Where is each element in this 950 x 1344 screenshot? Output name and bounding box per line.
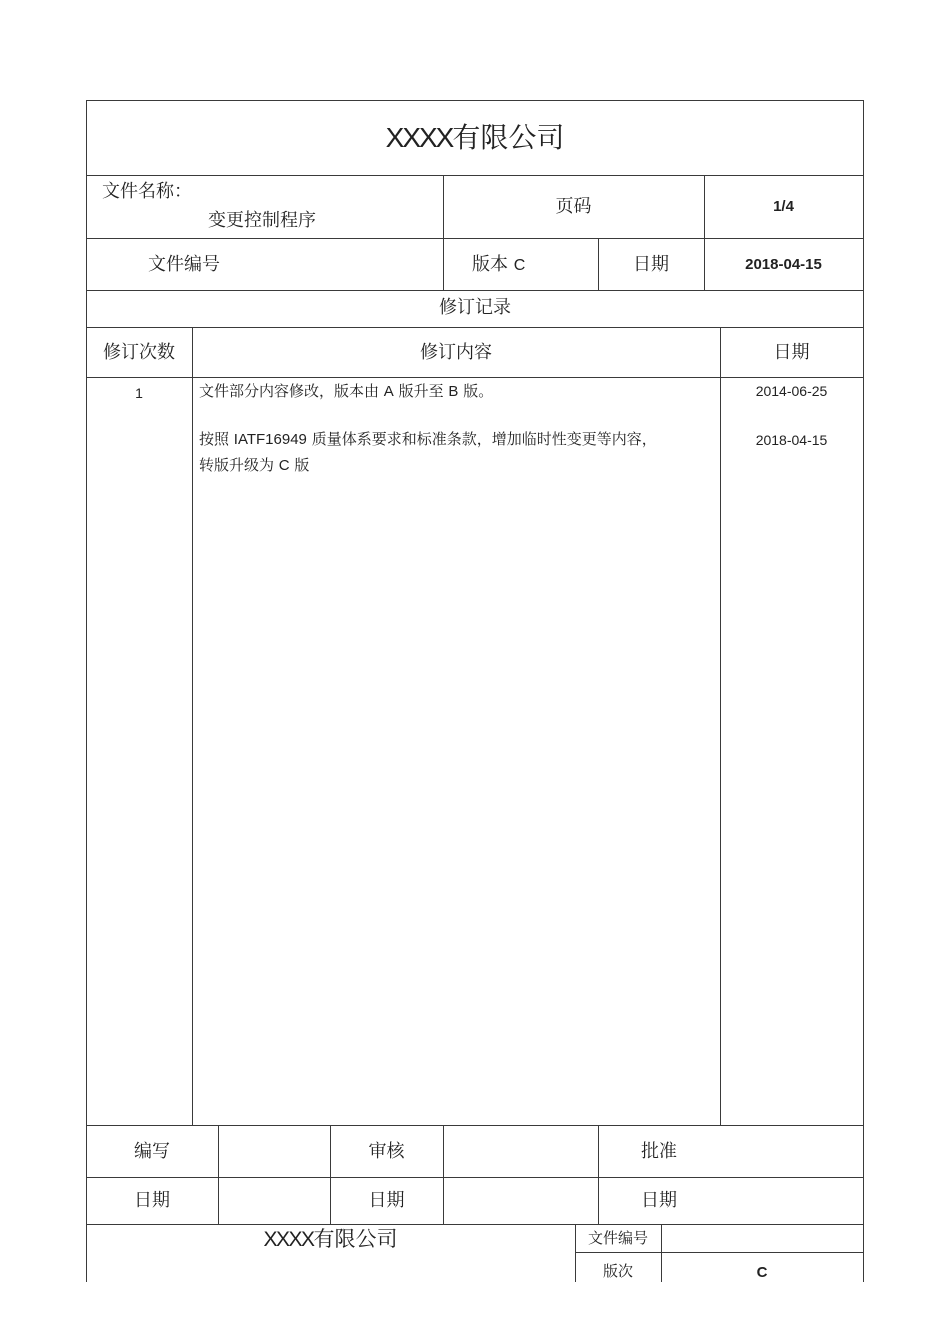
revision-no: 1 xyxy=(135,385,143,401)
company-title-cn: 有限公司 xyxy=(452,121,565,154)
rule xyxy=(443,1125,444,1224)
approved-by-label: 批准 xyxy=(641,1141,677,1162)
footer-doc-number-label: 文件编号 xyxy=(587,1229,648,1247)
col-header-date: 日期 xyxy=(773,342,810,363)
footer-edition-value: C xyxy=(756,1264,768,1281)
revision-text: 版 xyxy=(294,456,310,474)
rule xyxy=(86,377,864,378)
footer-company-title-latin: XXXX xyxy=(263,1228,314,1251)
table-border-top xyxy=(86,100,864,101)
approved-date-label: 日期 xyxy=(641,1190,677,1211)
doc-name-value: 变更控制程序 xyxy=(208,210,316,231)
rule xyxy=(86,327,864,328)
revision-content-line2 xyxy=(199,458,309,473)
rule xyxy=(86,238,864,239)
version-field xyxy=(472,256,525,274)
version-label: 版本 xyxy=(472,254,508,275)
reviewed-date-label: 日期 xyxy=(368,1190,405,1211)
rule xyxy=(704,175,705,290)
rule xyxy=(218,1125,219,1224)
revision-date: 2014-06-25 xyxy=(755,383,828,399)
revision-text: 转版升级为 xyxy=(199,456,275,474)
rule xyxy=(86,290,864,291)
revision-text: IATF16949 xyxy=(233,431,307,448)
rule xyxy=(192,327,193,1125)
revision-text: 质量体系要求和标准条款，增加临时性变更等内容， xyxy=(311,430,657,448)
col-header-revision-no: 修订次数 xyxy=(103,342,175,363)
rule xyxy=(86,175,864,176)
rule xyxy=(86,1224,864,1225)
revision-text: A xyxy=(383,383,394,400)
page-value: 1/4 xyxy=(773,198,794,215)
rule xyxy=(443,175,444,290)
written-date-label: 日期 xyxy=(134,1190,170,1211)
footer-company-title xyxy=(86,1229,575,1250)
rule xyxy=(575,1252,864,1253)
rule xyxy=(86,1177,864,1178)
written-by-label: 编写 xyxy=(134,1141,170,1162)
revision-text: 文件部分内容修改，版本由 xyxy=(199,382,380,400)
version-value: C xyxy=(513,257,526,274)
col-header-revision-content: 修订内容 xyxy=(420,342,492,363)
company-title-latin: XXXX xyxy=(385,122,453,153)
doc-number-label: 文件编号 xyxy=(148,254,220,275)
revision-text: B xyxy=(448,383,459,400)
revision-section-title: 修订记录 xyxy=(439,297,511,318)
doc-name-label: 文件名称： xyxy=(102,181,192,202)
revision-text: 版升至 xyxy=(398,382,444,400)
revision-content xyxy=(199,432,657,447)
revision-text: C xyxy=(278,457,290,474)
revision-text: 按照 xyxy=(199,430,230,448)
footer-company-title-cn: 有限公司 xyxy=(313,1227,398,1251)
date-label: 日期 xyxy=(633,254,669,275)
table-border-right xyxy=(863,100,864,1282)
revision-content xyxy=(199,384,493,399)
footer-edition-label: 版次 xyxy=(602,1262,633,1280)
page-label: 页码 xyxy=(555,196,592,217)
company-title xyxy=(86,121,864,154)
reviewed-by-label: 审核 xyxy=(368,1141,405,1162)
table-border-left xyxy=(86,100,87,1282)
date-value: 2018-04-15 xyxy=(745,256,822,273)
revision-text: 版。 xyxy=(463,382,494,400)
rule xyxy=(86,1125,864,1126)
revision-date: 2018-04-15 xyxy=(755,432,828,448)
